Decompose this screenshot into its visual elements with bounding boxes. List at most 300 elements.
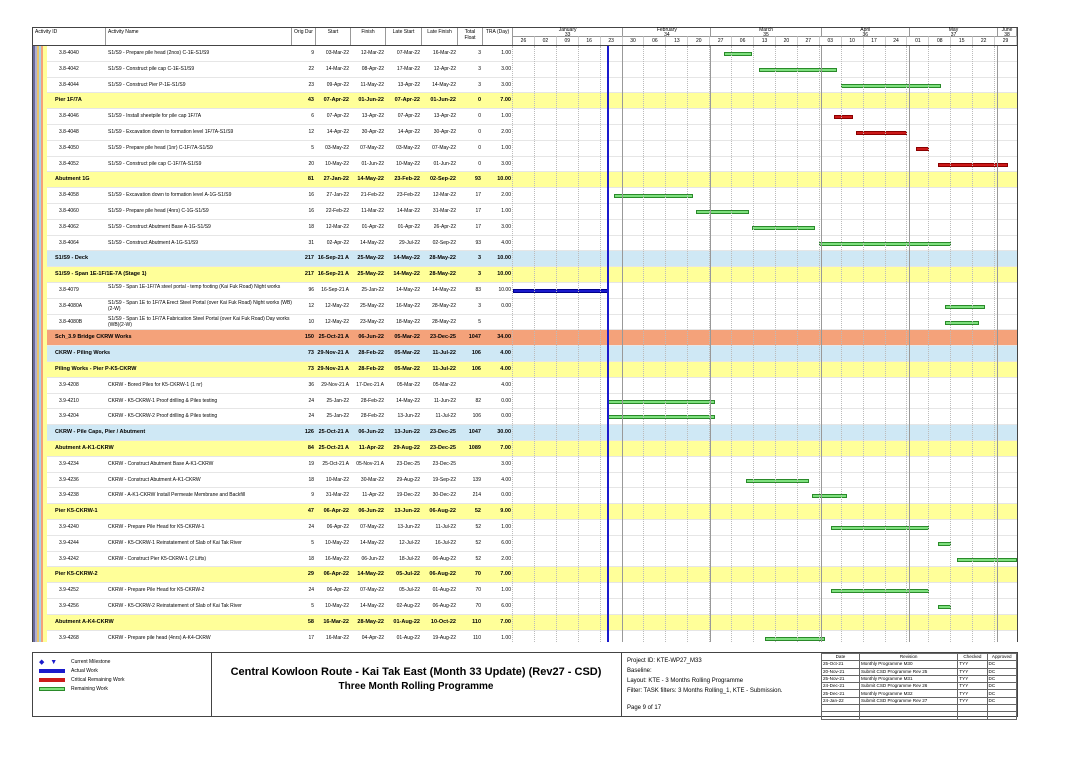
- orig-dur: 5: [311, 144, 314, 151]
- revision-cell: [859, 712, 957, 719]
- activity-name: CKRW - K5-CKRW-1 Proof drilling & Piles testing: [108, 397, 218, 404]
- activity-name: CKRW - K5-CKRW-1 Reinstatement of Slab of Kai Tak River: [108, 539, 242, 546]
- total-float: 110: [473, 634, 481, 641]
- finish-date: 25-May-22: [357, 271, 384, 278]
- tra-days: 30.00: [497, 429, 511, 436]
- late-start: 07-Mar-22: [396, 50, 420, 56]
- late-finish: 11-Jul-22: [432, 350, 456, 357]
- tra-days: 4.00: [500, 366, 511, 372]
- orig-dur: 43: [307, 97, 314, 104]
- title-line-1: Central Kowloon Route - Kai Tak East (Month 33 Update) (Rev27 - CSD): [230, 666, 602, 678]
- period-number: 36: [862, 32, 869, 38]
- col-finish[interactable]: Finish: [351, 28, 386, 45]
- revision-header: Approved: [987, 654, 1016, 661]
- orig-dur: 31: [308, 239, 314, 246]
- total-float: 0: [478, 129, 481, 135]
- tra-days: 1.00: [501, 208, 511, 214]
- start-date: 06-Apr-22: [323, 508, 349, 515]
- finish-date: 14-May-22: [360, 539, 384, 546]
- start-date: 06-Apr-22: [323, 571, 349, 578]
- late-start: 29-Aug-22: [393, 445, 420, 451]
- col-orig-dur[interactable]: Orig Dur: [292, 28, 316, 45]
- finish-date: 25-May-22: [360, 302, 384, 309]
- orig-dur: 217: [304, 271, 314, 278]
- start-date: 06-Apr-22: [326, 587, 349, 594]
- activity-name: CKRW - Construct Abutment A-K1-CKRW: [108, 476, 201, 483]
- week-label: 29: [995, 36, 1017, 45]
- activity-name: S1/S9 - Construct Pier P-1E-S1/S9: [108, 81, 186, 88]
- activity-name: CKRW - A-K1-CKRW Install Permeate Membrane and Backfill: [108, 492, 246, 499]
- month-gridline: [622, 46, 623, 642]
- finish-date: 14-May-22: [357, 176, 384, 183]
- week-gridline: [994, 46, 995, 642]
- late-finish: 19-Sep-22: [432, 476, 456, 483]
- activity-id: 3.8-4040: [59, 50, 79, 56]
- late-start: 14-May-22: [396, 287, 420, 293]
- late-finish: 19-Aug-22: [432, 634, 456, 641]
- activity-name: CKRW - Construct Abutment Base A-K1-CKRW: [108, 460, 214, 467]
- week-label: 22: [973, 36, 995, 45]
- finish-date: 28-Feb-22: [358, 366, 384, 372]
- late-start: 18-Jul-22: [399, 555, 420, 562]
- finish-date: 28-Feb-22: [360, 413, 384, 420]
- start-date: 29-Nov-21 A: [317, 366, 349, 372]
- tra-days: 10.00: [497, 271, 511, 278]
- activity-id: 3.9-4244: [59, 539, 79, 546]
- revision-cell: [987, 712, 1016, 719]
- tra-days: 1.00: [501, 113, 511, 120]
- start-date: 27-Jan-22: [326, 192, 349, 199]
- late-start: 13-Jun-22: [394, 508, 420, 515]
- month-header: [998, 28, 1017, 36]
- finish-date: 04-Apr-22: [361, 634, 384, 641]
- late-start: 13-Jun-22: [394, 429, 420, 436]
- week-gridline: [863, 46, 864, 642]
- tra-days: 3.00: [501, 460, 511, 467]
- total-float: 17: [475, 208, 481, 214]
- tra-days: 7.00: [500, 445, 511, 451]
- week-gridline: [556, 46, 557, 642]
- late-finish: 06-Aug-22: [429, 508, 456, 515]
- late-start: 18-May-22: [396, 318, 420, 325]
- total-float: 0: [477, 97, 481, 104]
- late-finish: 31-Mar-22: [432, 208, 456, 214]
- actual-swatch: [39, 669, 65, 673]
- late-start: 05-Jul-22: [396, 571, 420, 578]
- total-float: 70: [474, 571, 481, 578]
- late-start: 14-May-22: [396, 397, 420, 404]
- start-date: 25-Oct-21 A: [318, 429, 349, 436]
- total-float: [458, 378, 483, 393]
- project-id: Project ID: KTE-WP27_M33: [627, 658, 702, 664]
- late-finish: 28-May-22: [432, 318, 456, 325]
- start-date: 16-Sep-21 A: [317, 255, 349, 262]
- finish-date: 21-Feb-22: [360, 192, 384, 199]
- start-date: 29-Nov-21 A: [317, 350, 349, 357]
- baseline: Baseline:: [627, 668, 652, 674]
- finish-date: 28-May-22: [357, 618, 384, 625]
- total-float: 52: [475, 539, 481, 546]
- finish-date: 06-Jun-22: [361, 555, 384, 562]
- week-label: 16: [579, 36, 601, 45]
- start-date: 25-Jan-22: [326, 413, 349, 420]
- orig-dur: 22: [308, 65, 314, 72]
- revision-cell: 24-Dec-21: [822, 683, 860, 690]
- revision-cell: DC: [987, 661, 1016, 668]
- title-line-2: Three Month Rolling Programme: [338, 681, 494, 692]
- start-date: 12-Mar-22: [325, 223, 349, 230]
- week-label: 30: [623, 36, 645, 45]
- total-float: 106: [472, 413, 481, 420]
- activity-id: 3.9-4242: [59, 555, 79, 562]
- legend-remaining: [39, 684, 108, 693]
- timeline-header: [513, 28, 1019, 45]
- total-float: 3: [477, 255, 481, 262]
- late-start: 12-Jul-22: [399, 539, 420, 546]
- group-name: S1/S9 - Span 1E-1F/1E-7A (Stage 1): [55, 271, 147, 278]
- start-date: 10-May-22: [325, 160, 349, 167]
- finish-date: 28-Feb-22: [358, 350, 384, 357]
- finish-date: 25-May-22: [357, 255, 384, 262]
- revision-row-empty: [822, 712, 1017, 719]
- week-gridline: [928, 46, 929, 642]
- orig-dur: 29: [307, 571, 314, 578]
- filter: Filter: TASK filters: 3 Months Rolling_1, KTE - Submission.: [627, 688, 783, 694]
- total-float: 3: [478, 65, 481, 72]
- orig-dur: 96: [308, 287, 314, 293]
- week-gridline: [906, 46, 907, 642]
- activity-id: 3.9-4256: [59, 603, 79, 609]
- col-late-finish[interactable]: Late Finish: [422, 28, 458, 45]
- month-label: January: [558, 27, 577, 33]
- week-gridline: [753, 46, 754, 642]
- revision-cell: Submit CSD Programme Rev 27: [859, 697, 957, 704]
- orig-dur: 10: [308, 318, 314, 325]
- col-start[interactable]: Start: [316, 28, 351, 45]
- late-start: 29-Jul-22: [399, 239, 420, 246]
- col-late-start[interactable]: Late Start: [386, 28, 422, 45]
- week-gridline: [687, 46, 688, 642]
- week-label: 23: [601, 36, 623, 45]
- period-number: 33: [564, 32, 571, 38]
- month-gridline: [821, 46, 822, 642]
- start-date: 06-Apr-22: [326, 524, 349, 530]
- tra-days: 2.00: [501, 555, 511, 562]
- start-date: 14-Apr-22: [326, 129, 349, 135]
- week-gridline: [643, 46, 644, 642]
- group-name: Abutment A-K4-CKRW: [55, 618, 114, 625]
- activity-name: CKRW - Prepare Pile Head for K5-CKRW-1: [108, 524, 205, 530]
- week-label: 13: [666, 36, 688, 45]
- activity-id: 3.8-4064: [59, 239, 79, 246]
- orig-dur: 20: [308, 160, 314, 167]
- late-finish: 06-Aug-22: [432, 555, 456, 562]
- start-date: 25-Oct-21 A: [318, 445, 349, 451]
- total-float: 1089: [468, 445, 481, 451]
- tra-days: 10.00: [497, 255, 511, 262]
- activity-name: S1/S9 - Span 1E to 1F/7A Fabrication Steel Portal (over Kai Fuk Road) Day works (WB)(2-W): [108, 315, 290, 328]
- period-number: 38: [1004, 32, 1010, 38]
- week-gridline: [885, 46, 886, 642]
- week-label: 26: [513, 36, 535, 45]
- late-finish: 12-Mar-22: [432, 192, 456, 199]
- month-label: June: [1001, 27, 1013, 33]
- late-finish: 06-Aug-22: [429, 571, 456, 578]
- tra-days: 4.00: [501, 239, 511, 246]
- late-finish: 12-Apr-22: [433, 65, 456, 72]
- finish-date: 06-Jun-22: [358, 508, 384, 515]
- finish-date: 14-May-22: [360, 603, 384, 609]
- late-start: 23-Feb-22: [394, 176, 420, 183]
- week-gridline: [819, 46, 820, 642]
- activity-id: 3.9-4210: [59, 397, 79, 404]
- tra-days: 4.00: [500, 350, 511, 357]
- late-finish: 30-Dec-22: [432, 492, 456, 499]
- finish-date: 01-Jun-22: [358, 97, 384, 104]
- revision-cell: DC: [987, 690, 1016, 697]
- start-date: 14-Mar-22: [325, 65, 349, 72]
- tra-days: 7.00: [500, 97, 511, 104]
- group-name: Piling Works - Pier P-K5-CKRW: [55, 366, 137, 372]
- tra-days: 2.00: [501, 192, 511, 199]
- tra-days: 0.00: [501, 397, 511, 404]
- tra-days: 2.00: [501, 129, 511, 135]
- revision-header: Checked: [958, 654, 987, 661]
- month-gridline: [710, 46, 711, 642]
- total-float: 93: [474, 176, 481, 183]
- total-float: 3: [477, 271, 481, 278]
- tra-days: 0.00: [501, 492, 511, 499]
- orig-dur: 73: [307, 350, 314, 357]
- activity-id: 3.9-4234: [59, 460, 79, 467]
- revision-cell: TYY: [958, 661, 987, 668]
- activity-id: 3.8-4044: [59, 81, 79, 88]
- total-float: 52: [474, 508, 481, 515]
- orig-dur: 73: [307, 366, 314, 372]
- total-float: 17: [475, 192, 481, 199]
- start-date: 16-Mar-22: [323, 618, 349, 625]
- activity-id: 3.8-4058: [59, 192, 79, 199]
- title-block: [32, 652, 1018, 717]
- finish-date: 12-Mar-22: [360, 50, 384, 56]
- orig-dur: 17: [308, 634, 314, 641]
- activity-id: 3.8-4046: [59, 113, 79, 120]
- week-gridline: [665, 46, 666, 642]
- orig-dur: 47: [307, 508, 314, 515]
- orig-dur: 18: [308, 555, 314, 562]
- late-finish: 30-Apr-22: [433, 129, 456, 135]
- orig-dur: 9: [311, 50, 314, 56]
- late-start: 05-Mar-22: [394, 366, 420, 372]
- finish-date: 25-Jan-22: [361, 287, 384, 293]
- finish-date: 06-Jun-22: [358, 334, 384, 341]
- late-start: 19-Dec-22: [396, 492, 420, 499]
- finish-date: 11-May-22: [360, 81, 384, 88]
- activity-name: S1/S9 - Prepare pile head (1nr) C-1F/7A-S1/S9: [108, 144, 213, 151]
- legend-label: Current Milestone: [71, 658, 111, 665]
- tra-days: 3.00: [501, 160, 511, 167]
- revision-cell: Monthly Programme M30: [859, 661, 957, 668]
- revision-cell: Monthly Programme M31: [859, 675, 957, 682]
- revision-cell: DC: [987, 668, 1016, 675]
- group-name: CKRW - Pile Caps, Pier / Abutment: [55, 429, 146, 436]
- col-activity-id[interactable]: Activity ID: [33, 28, 106, 45]
- finish-date: 01-Jun-22: [361, 160, 384, 167]
- late-finish: 23-Dec-25: [430, 445, 456, 451]
- group-name: Abutment 1G: [55, 176, 90, 183]
- activity-name: CKRW - K5-CKRW-2 Reinstatement of Slab of Kai Tak River: [108, 603, 242, 609]
- critical-swatch: [39, 678, 65, 682]
- total-float: 1047: [468, 334, 481, 341]
- start-date: 07-Apr-22: [326, 113, 349, 120]
- activity-name: S1/S9 - Excavation down to formation level A-1G-S1/S9: [108, 192, 232, 199]
- late-start: 14-May-22: [393, 271, 420, 278]
- revision-cell: [822, 712, 860, 719]
- revision-cell: DC: [987, 683, 1016, 690]
- late-start: 29-Aug-22: [396, 476, 420, 483]
- week-label: 20: [776, 36, 798, 45]
- period-number: 34: [664, 32, 670, 38]
- group-name: Sch_3.9 Bridge CKRW Works: [55, 334, 132, 341]
- legend-critical: [39, 675, 125, 684]
- activity-name: CKRW - K5-CKRW-2 Proof drilling & Piles testing: [108, 413, 218, 420]
- total-float: [458, 457, 483, 472]
- finish-date: 14-May-22: [357, 571, 384, 578]
- start-date: 29-Nov-21 A: [321, 381, 349, 388]
- start-date: 25-Jan-22: [326, 397, 349, 404]
- total-float: 83: [475, 287, 481, 293]
- revision-header: Date: [822, 654, 860, 661]
- month-label: March: [759, 27, 774, 33]
- orig-dur: 16: [308, 192, 314, 199]
- month-header: [910, 28, 998, 36]
- col-tra[interactable]: TRA (Day): [483, 28, 513, 45]
- week-label: 08: [929, 36, 951, 45]
- revision-row: [822, 668, 1017, 675]
- start-date: 16-Sep-21 A: [317, 271, 349, 278]
- activity-name: S1/S9 - Excavation down to formation level 1F/7A-S1/S9: [108, 129, 234, 135]
- week-label: 01: [907, 36, 929, 45]
- activity-id: 3.8-4079: [59, 287, 79, 293]
- late-start: 13-Apr-22: [397, 81, 420, 88]
- start-date: 03-Mar-22: [325, 50, 349, 56]
- late-finish: 13-Apr-22: [433, 113, 456, 120]
- start-date: 10-May-22: [325, 539, 349, 546]
- table-header: [32, 27, 1018, 46]
- late-finish: 01-Aug-22: [432, 587, 456, 594]
- orig-dur: 9: [311, 492, 314, 499]
- revision-row: [822, 697, 1017, 704]
- orig-dur: 12: [308, 302, 314, 309]
- activity-id: 3.8-4062: [59, 223, 79, 230]
- finish-date: 06-Jun-22: [358, 429, 384, 436]
- start-date: 16-May-22: [325, 555, 349, 562]
- week-label: 27: [710, 36, 732, 45]
- col-total-float[interactable]: Total Float: [458, 28, 483, 45]
- orig-dur: 12: [308, 129, 314, 135]
- orig-dur: 81: [307, 176, 314, 183]
- finish-date: 11-Mar-22: [361, 208, 384, 214]
- total-float: 0: [478, 144, 481, 151]
- revision-cell: DC: [987, 675, 1016, 682]
- total-float: 17: [475, 223, 481, 230]
- finish-date: 13-Apr-22: [361, 113, 384, 120]
- late-start: 02-Aug-22: [396, 603, 420, 609]
- finish-date: 07-May-22: [360, 587, 384, 594]
- revision-header: Revision: [859, 654, 957, 661]
- revision-cell: 25-Dec-21: [822, 690, 860, 697]
- week-gridline: [600, 46, 601, 642]
- late-finish: 11-Jul-22: [435, 524, 456, 530]
- activity-id: 3.8-4048: [59, 129, 79, 135]
- group-name: Abutment A-K1-CKRW: [55, 445, 114, 451]
- total-float: 3: [478, 81, 481, 88]
- activity-name: S1/S9 - Construct pile cap C-1E-S1/S9: [108, 65, 195, 72]
- col-activity-name[interactable]: Activity Name: [106, 28, 292, 45]
- late-start: 23-Feb-22: [396, 192, 420, 199]
- total-float: 0: [478, 113, 481, 120]
- tra-days: 4.00: [501, 476, 511, 483]
- legend-label: Actual Work: [71, 667, 98, 674]
- activity-name: CKRW - Bored Piles for K5-CKRW-1 (1 nr): [108, 381, 203, 388]
- revision-cell: TYY: [958, 668, 987, 675]
- revision-cell: Submit CSD Programme Rev 26: [859, 683, 957, 690]
- tra-days: 34.00: [497, 334, 511, 341]
- week-label: 13: [754, 36, 776, 45]
- start-date: 07-Apr-22: [323, 97, 349, 104]
- start-date: 16-Sep-21 A: [321, 287, 349, 293]
- week-label: 15: [951, 36, 973, 45]
- late-start: 01-Apr-22: [397, 223, 420, 230]
- tra-days: 4.00: [501, 381, 511, 388]
- start-date: 25-Oct-21 A: [322, 460, 349, 467]
- page-number: Page 9 of 17: [627, 705, 662, 711]
- total-float: 106: [471, 366, 481, 372]
- revision-cell: 25-Nov-21: [822, 675, 860, 682]
- tra-days: 0.00: [501, 413, 511, 420]
- total-float: 52: [475, 524, 481, 530]
- orig-dur: 24: [308, 397, 314, 404]
- activity-name: S1/S9 - Install sheetpile for pile cap 1F/7A: [108, 113, 202, 120]
- finish-date: 11-Apr-22: [362, 492, 384, 499]
- month-gridline: [909, 46, 910, 642]
- total-float: 0: [478, 160, 481, 167]
- month-header: [711, 28, 821, 36]
- late-finish: 26-Apr-22: [433, 223, 456, 230]
- finish-date: 08-Apr-22: [361, 65, 384, 72]
- start-date: 10-May-22: [325, 603, 349, 609]
- activity-id: 3.9-4236: [59, 476, 79, 483]
- total-float: 106: [471, 350, 481, 357]
- start-date: 25-Oct-21 A: [318, 334, 349, 341]
- revision-row: [822, 690, 1017, 697]
- tra-days: 1.00: [501, 524, 511, 530]
- week-label: 02: [535, 36, 557, 45]
- week-label: 27: [798, 36, 820, 45]
- month-header: [623, 28, 711, 36]
- revision-cell: TYY: [958, 690, 987, 697]
- activity-name: S1/S9 - Prepare pile head (2nos) C-1E-S1/S9: [108, 50, 210, 56]
- week-label: 10: [842, 36, 864, 45]
- late-start: 13-Jun-22: [397, 413, 420, 420]
- late-finish: 11-Jul-22: [432, 366, 456, 372]
- legend: [33, 653, 212, 716]
- orig-dur: 18: [308, 223, 314, 230]
- activity-id: 3.8-4080A: [59, 302, 83, 309]
- orig-dur: 19: [308, 460, 314, 467]
- gantt-sheet: [32, 27, 1018, 717]
- late-finish: 10-Oct-22: [430, 618, 456, 625]
